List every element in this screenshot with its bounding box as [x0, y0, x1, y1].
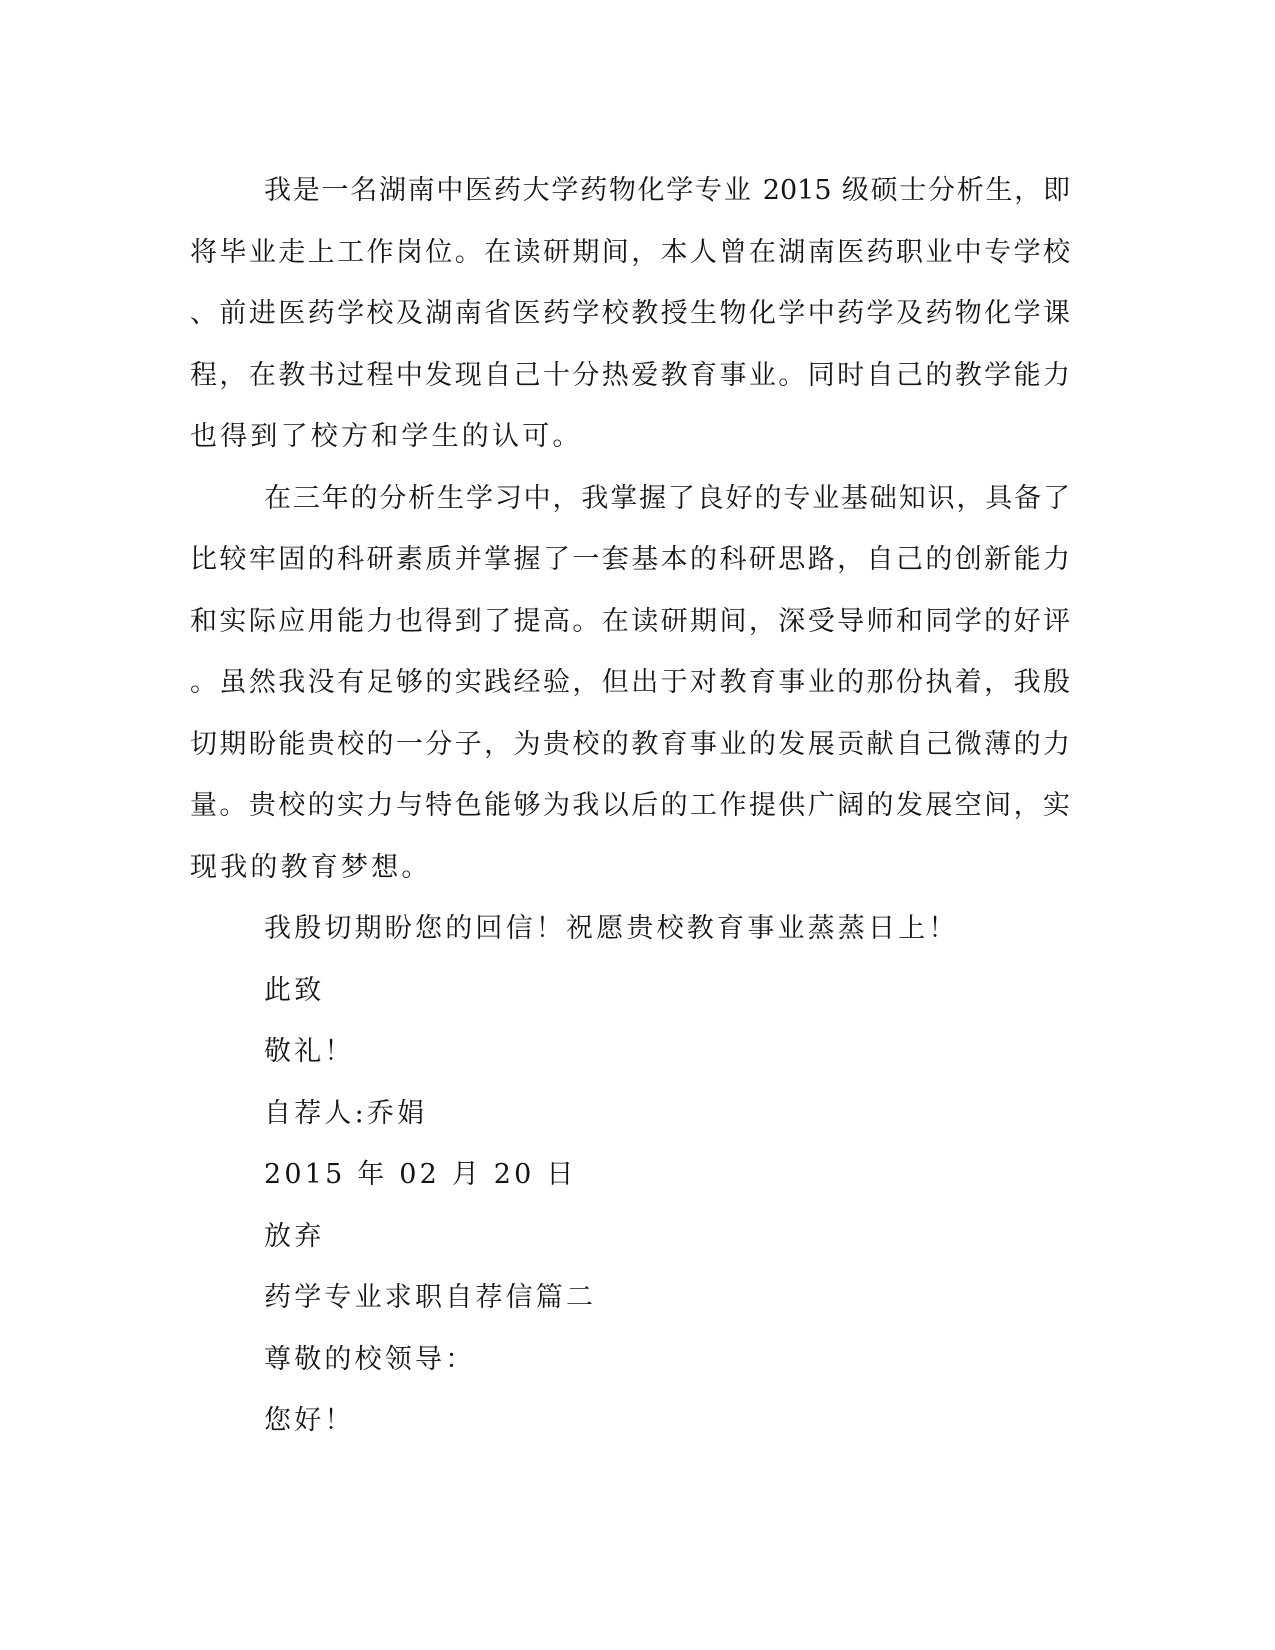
section-title: 药学专业求职自荐信篇二 — [264, 1282, 597, 1313]
salutation-line-2: 敬礼！ — [264, 1036, 355, 1067]
letter-body — [190, 160, 1070, 1452]
signature: 自荐人:乔娟 — [264, 1097, 428, 1129]
paragraph-line: 程，在教书过程中发现自己十分热爱教育事业。同时自己的教学能力 — [190, 359, 1070, 391]
greeting-recipient: 尊敬的校领导： — [264, 1343, 476, 1375]
paragraph-experience — [190, 160, 1070, 468]
salutation-line-1: 此致 — [264, 974, 325, 1006]
letter-date: 2015 年 02 月 20 日 — [264, 1159, 577, 1190]
paragraph-line: 、前进医药学校及湖南省医药学校教授生物化学中药学及药物化学课 — [190, 298, 1070, 329]
paragraph-line: 我是一名湖南中医药大学药物化学专业 2015 级硕士分析生，即 — [264, 175, 1070, 206]
closing-wish: 我殷切期盼您的回信！祝愿贵校教育事业蒸蒸日上！ — [264, 913, 959, 944]
paragraph-line: 。虽然我没有足够的实践经验，但出于对教育事业的那份执着，我殷 — [190, 667, 1070, 698]
paragraph-line: 也得到了校方和学生的认可。 — [190, 421, 583, 452]
paragraph-line: 切期盼能贵校的一分子，为贵校的教育事业的发展贡献自己微薄的力 — [190, 728, 1070, 760]
paragraph-line: 和实际应用能力也得到了提高。在读研期间，深受导师和同学的好评 — [190, 605, 1070, 637]
paragraph-line: 比较牢固的科研素质并掌握了一套基本的科研思路，自己的创新能力 — [190, 544, 1070, 575]
paragraph-line: 现我的教育梦想。 — [190, 851, 432, 883]
paragraph-line: 量。贵校的实力与特色能够为我以后的工作提供广阔的发展空间，实 — [190, 790, 1070, 821]
greeting: 您好！ — [264, 1405, 355, 1436]
paragraph-line: 在三年的分析生学习中，我掌握了良好的专业基础知识，具备了 — [264, 482, 1070, 514]
paragraph-study — [190, 468, 1070, 899]
extra-word: 放弃 — [264, 1220, 325, 1252]
paragraph-line: 将毕业走上工作岗位。在读研期间，本人曾在湖南医药职业中专学校 — [190, 236, 1070, 268]
